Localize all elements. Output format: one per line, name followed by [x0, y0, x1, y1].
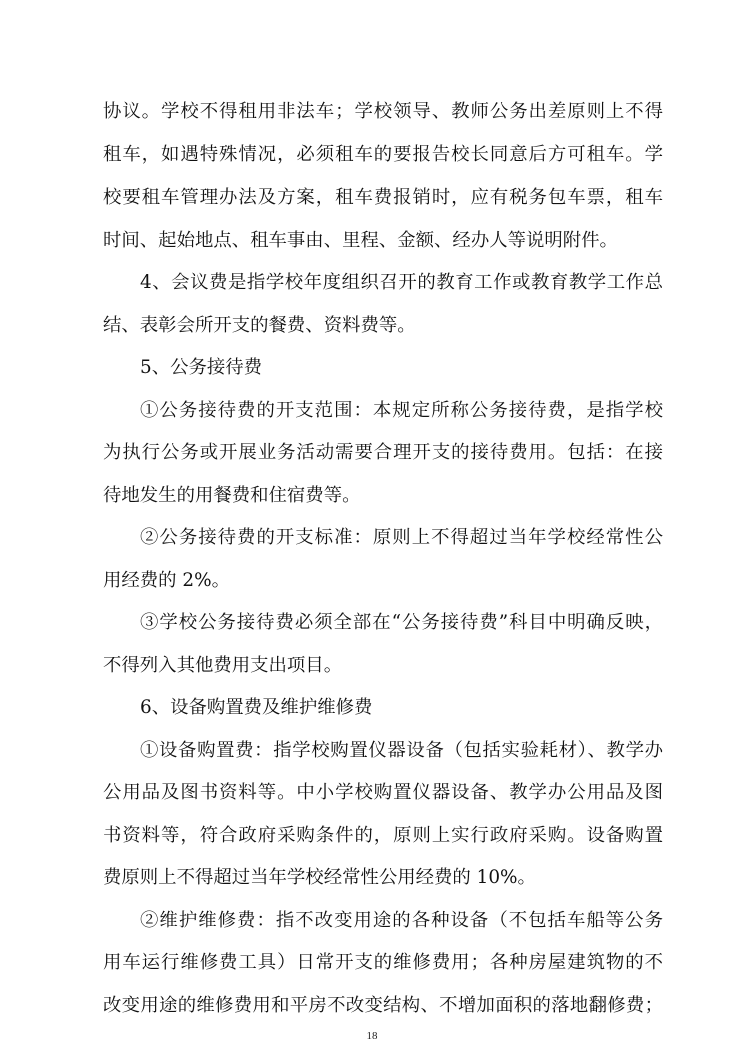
text-line: 用车运行维修费工具）日常开支的维修费用；各种房屋建筑物的不	[103, 952, 663, 973]
section-heading: 6、设备购置费及维护维修费	[140, 697, 373, 718]
text-line: 用经费的 2%。	[103, 570, 230, 591]
section-heading: 5、公务接待费	[140, 357, 263, 378]
text-line: 书资料等，符合政府采购条件的，原则上实行政府采购。设备购置	[103, 825, 663, 846]
text-line: 租车，如遇特殊情况，必须租车的要报告校长同意后方可租车。学	[103, 144, 663, 165]
text-line: 改变用途的维修费用和平房不改变结构、不增加面积的落地翻修费；	[103, 995, 663, 1016]
text-line: ③学校公务接待费必须全部在“公务接待费”科目中明确反映，	[140, 612, 663, 633]
text-line: 公用品及图书资料等。中小学校购置仪器设备、教学办公用品及图	[103, 782, 663, 803]
text-line: 费原则上不得超过当年学校经常性公用经费的 10%。	[103, 867, 536, 888]
text-line: 时间、起始地点、租车事由、里程、金额、经办人等说明附件。	[103, 230, 618, 251]
text-line: ①公务接待费的开支范围：本规定所称公务接待费，是指学校	[140, 400, 663, 421]
text-line: ②公务接待费的开支标准：原则上不得超过当年学校经常性公	[140, 527, 663, 548]
text-line: ①设备购置费：指学校购置仪器设备（包括实验耗材）、教学办	[140, 740, 663, 761]
page-number: 18	[366, 1030, 378, 1042]
text-line: 不得列入其他费用支出项目。	[103, 655, 343, 676]
text-line: 校要租车管理办法及方案，租车费报销时，应有税务包车票，租车	[103, 187, 663, 208]
text-line: 为执行公务或开展业务活动需要合理开支的接待费用。包括：在接	[103, 442, 663, 463]
text-line: ②维护维修费：指不改变用途的各种设备（不包括车船等公务	[140, 910, 663, 931]
text-line: 结、表彰会所开支的餐费、资料费等。	[103, 315, 416, 336]
text-line: 待地发生的用餐费和住宿费等。	[103, 485, 361, 506]
text-line: 协议。学校不得租用非法车；学校领导、教师公务出差原则上不得	[103, 101, 663, 122]
text-line: 4、会议费是指学校年度组织召开的教育工作或教育教学工作总	[140, 272, 663, 293]
